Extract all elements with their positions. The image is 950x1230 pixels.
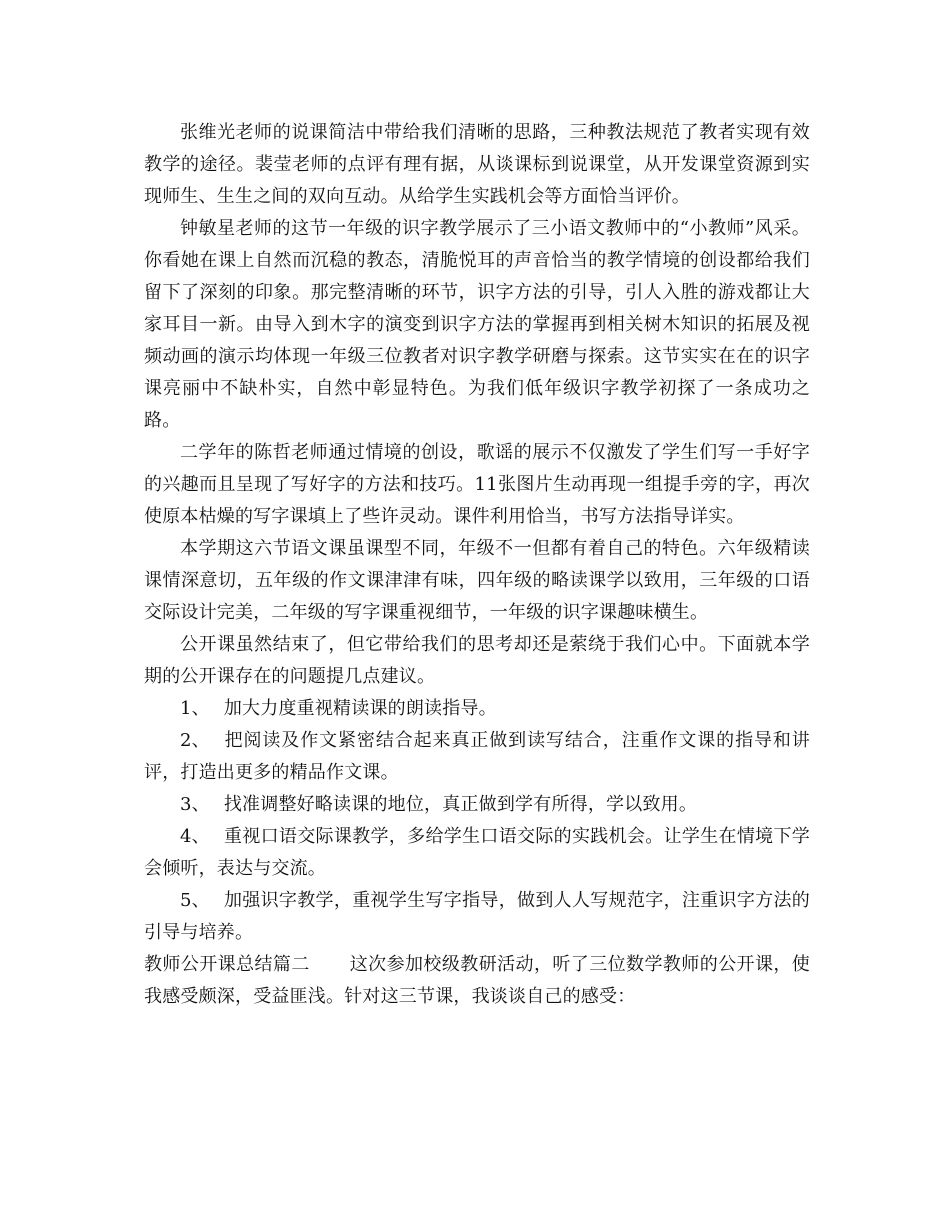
paragraph: 钟敏星老师的这节一年级的识字教学展示了三小语文教师中的“小教师”风采。你看她在课上自然而沉稳的教态，清脆悦耳的声音恰当的教学情境的创设都给我们留下了深刻的印象。那完整清晰的环节，识字方法的引导，引人入胜的游戏都让大家耳目一新。由导入到木字的演变到识字方法的掌握再到相关树木知识的拓展及视频动画的演示均体现一年级三位教者对识字教学研磨与探索。这节实实在在的识字课亮丽中不缺朴实，自然中彰显特色。为我们低年级识字教学初探了一条成功之路。 [144,218,810,431]
suggestion-text: 把阅读及作文紧密结合起来真正做到读写结合，注重作文课的指导和讲评，打造出更多的精品作文课。 [144,730,810,783]
suggestion-text: 重视口语交际课教学，多给学生口语交际的实践机会。让学生在情境下学会倾听，表达与交流。 [144,826,810,879]
suggestion-text: 加强识字教学，重视学生写字指导，做到人人写规范字，注重识字方法的引导与培养。 [144,890,810,943]
section-two [144,949,810,1013]
suggestion-item [144,821,810,885]
suggestion-item [144,725,810,789]
suggestion-item [144,789,810,821]
suggestion-item [144,693,810,725]
suggestion-item [144,885,810,949]
paragraph: 张维光老师的说课简洁中带给我们清晰的思路，三种教法规范了教者实现有效教学的途径。裴莹老师的点评有理有据，从谈课标到说课堂，从开发课堂资源到实现师生、生生之间的双向互动。从给学生实践机会等方面恰当评价。 [144,122,810,207]
suggestion-text: 找准调整好略读课的地位，真正做到学有所得，学以致用。 [223,794,698,815]
section-text: 这次参加校级教研活动，听了三位数学教师的公开课，使我感受颇深，受益匪浅。针对这三节课，我谈谈自己的感受： [144,954,810,1007]
section-heading: 教师公开课总结篇二 [144,954,310,975]
suggestion-number: 5、 [180,890,210,911]
document-body [144,117,810,1013]
suggestion-number: 2、 [180,730,210,751]
suggestion-number: 3、 [180,794,210,815]
suggestion-number: 4、 [180,826,210,847]
paragraph: 二学年的陈哲老师通过情境的创设，歌谣的展示不仅激发了学生们写一手好字的兴趣而且呈现了写好字的方法和技巧。11张图片生动再现一组提手旁的字，再次使原本枯燥的写字课填上了些许灵动。课件利用恰当，书写方法指导详实。 [144,442,810,527]
paragraph: 本学期这六节语文课虽课型不同，年级不一但都有着自己的特色。六年级精读课情深意切，五年级的作文课津津有味，四年级的略读课学以致用，三年级的口语交际设计完美，二年级的写字课重视细节，一年级的识字课趣味横生。 [144,538,810,623]
paragraph: 公开课虽然结束了，但它带给我们的思考却还是萦绕于我们心中。下面就本学期的公开课存在的问题提几点建议。 [144,634,810,687]
suggestion-text: 加大力度重视精读课的朗读指导。 [223,698,497,719]
suggestion-number: 1、 [180,698,210,719]
